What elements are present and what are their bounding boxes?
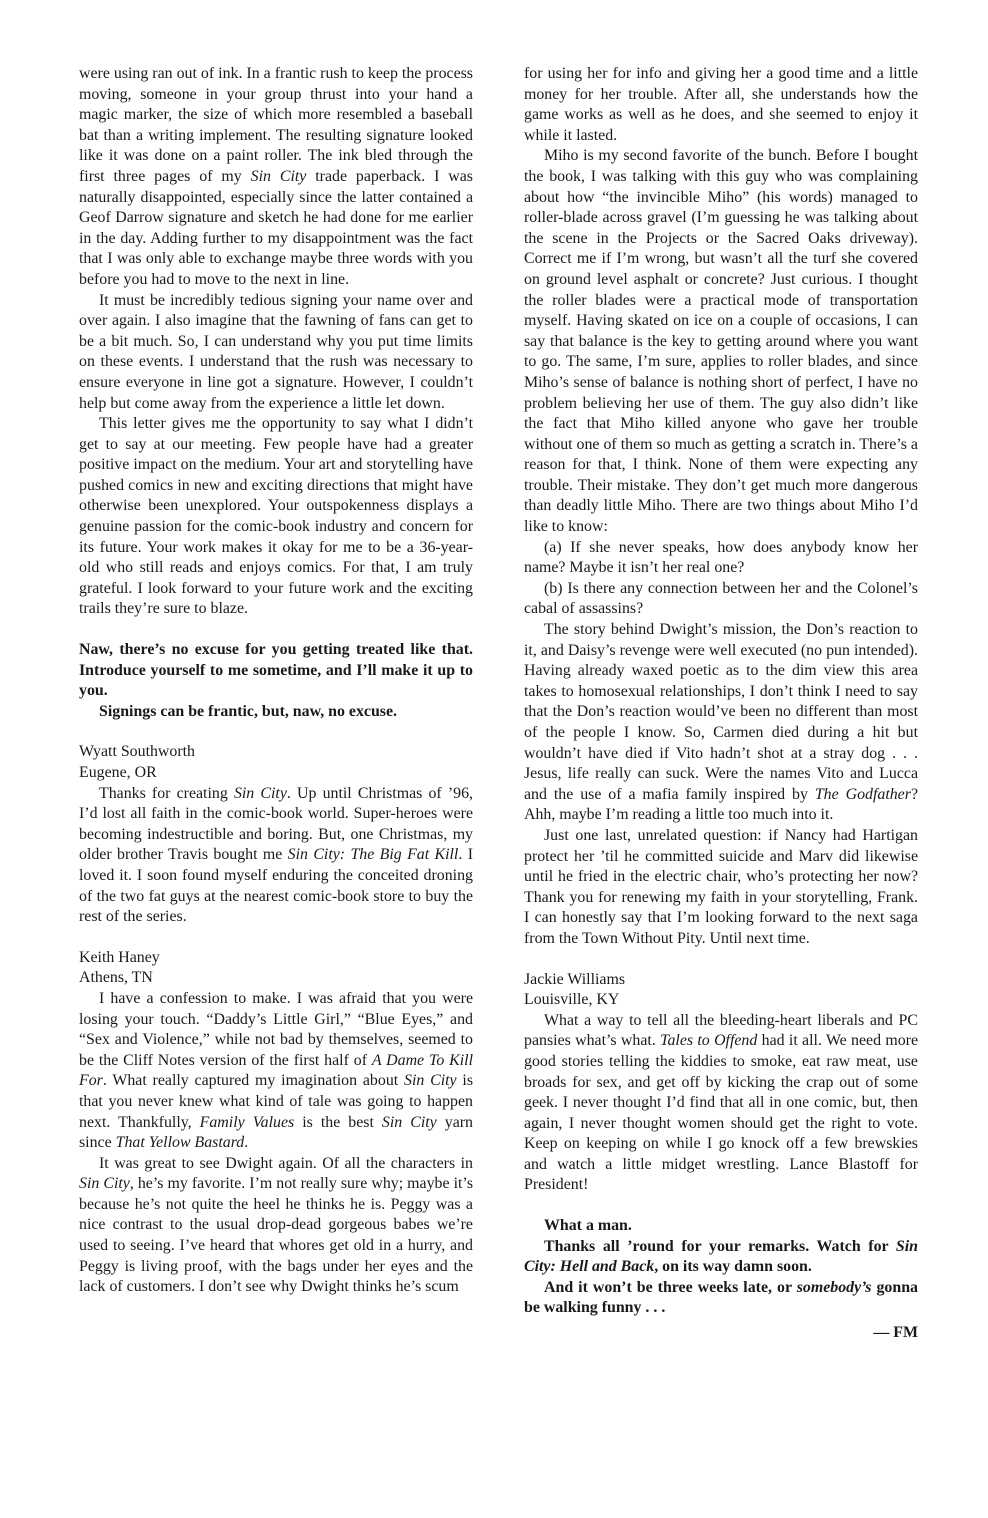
letter-author-location: Louisville, KY: [524, 991, 620, 1009]
letter-paragraph: I have a confession to make. I was afraid that you were losing your touch. “Daddy’s Little Girl,” “Blue Eyes,” and “Sex and Violence,” while not bad by themselves, seemed to be the Cliff Notes version of the first half of A Dame To Kill For. What really captured my imagination about Sin City is that you never knew what kind of tale was going to happen next. Thankfully, Family Values is the best Sin City yarn since That Yellow Bastard.: [79, 989, 474, 1152]
letter-paragraph: This letter gives me the opportunity to say what I didn’t get to say at our meeting. Few people have had a greater positive impact on the medium. Your art and storytelling have pushed comics in new and exciting directions that might have otherwise been unexplored. Your outspokenness displays a genuine passion for the comic-book industry and concern for its future. Your work makes it okay for me to be a 36-year-old who still reads and enjoys comics. For that, I am truly grateful. I look forward to your future work and the exciting trails they’re sure to blaze.: [79, 415, 473, 618]
letter-question: (a) If she never speaks, how does anybody know her name? Maybe it isn’t her real one?: [524, 538, 918, 577]
editor-response: Signings can be frantic, but, naw, no excuse.: [99, 702, 397, 720]
letter-author-name: Wyatt Southworth: [79, 743, 196, 761]
letter-author-location: Athens, TN: [79, 969, 153, 987]
right-column: [524, 64, 918, 1344]
letter-paragraph: The story behind Dwight’s mission, the Don’s reaction to it, and Daisy’s revenge were well executed (no pun intended). Having already waxed poetic as to the dim view this area takes to homosexual relationships, I don’t think I need to say that the Don’s reaction would’ve been no different than most of the people I know. So, Carmen died during a hit but wouldn’t have died if Vito hadn’t shot at a stray dog . . . Jesus, life really can suck. Were the names Vito and Lucca and the use of a mafia family inspired by The Godfather? Ahh, maybe I’m reading a little too much into it.: [524, 621, 918, 824]
editor-response: Naw, there’s no excuse for you getting treated like that. Introduce yourself to me sometime, and I’ll make it up to you.: [79, 641, 473, 700]
letter-author-location: Eugene, OR: [79, 764, 157, 781]
letter-question: (b) Is there any connection between her and the Colonel’s cabal of assassins?: [524, 579, 918, 618]
letter-author-name: Keith Haney: [79, 948, 160, 966]
letter-paragraph: Miho is my second favorite of the bunch. Before I bought the book, I was talking with this guy who was complaining about how “the invincible Miho” (his words) managed to roller-blade across gravel (I’m guessing he was talking about the scene in the Projects or the Sacred Oaks driveway). Correct me if I’m wrong, but wasn’t all the turf she covered on ground level asphalt or concrete? Just curious. I thought the roller blades were a practical mode of transportation myself. Having skated on ice on a couple of occasions, I can say that balance is the key to getting around where you want to go. The same, I’m sure, applies to roller blades, and since Miho’s sense of balance is nothing short of perfect, I have no problem believing her use of them. The guy also didn’t like the fact that Miho killed anyone who gave her trouble without one of them so much as getting a scratch in. There’s a reason for that, I think. None of them were expecting any trouble. Their mistake. They don’t get much more dangerous than deadly little Miho. There are two things about Miho I’d like to know:: [524, 147, 918, 536]
letter-continued-paragraph: were using ran out of ink. In a frantic rush to keep the process moving, someone in your group thrust into your hand a magic marker, the size of which more resembled a baseball bat than a writing implement. The resulting signature looked like it was done on a paint roller. The ink bled through the first three pages of my Sin City trade paperback. I was naturally disappointed, especially since the latter contained a Geof Darrow signature and sketch he had done for me earlier in the day. Adding further to my disappointment was the fact that I was only able to exchange maybe three words with you before you had to move to the next in line.: [79, 65, 473, 288]
left-column: [79, 64, 473, 1298]
editor-response: What a man.: [544, 1217, 632, 1235]
editor-signoff: — FM: [873, 1324, 918, 1342]
letter-paragraph: It must be incredibly tedious signing your name over and over again. I also imagine that the fawning of fans can get to be a bit much. So, I can understand why you put time limits on these events. I understand that the rush was necessary to ensure everyone in line got a signature. However, I couldn’t help but come away from the experience a little let down.: [79, 291, 473, 412]
letter-paragraph: It was great to see Dwight again. Of all the characters in Sin City, he’s my favorite. I’m not really sure why; maybe it’s because he’s not quite the heel he thinks he is. Peggy was a nice contrast to the usual drop-dead gorgeous babes we’re used to seeing. I’ve heard that whores get old in a hurry, and Peggy is living proof, with the bags under her eyes and the lack of customers. I don’t see why Dwight thinks he’s scum: [79, 1154, 474, 1296]
letter-paragraph: Just one last, unrelated question: if Nancy had Hartigan protect her ’til he committed suicide and Marv did likewise until he fried in the electric chair, who’s protecting her now? Thank you for renewing my faith in your storytelling, Frank. I can honestly say that I’m looking forward to the next saga from the Town Without Pity. Until next time.: [524, 826, 918, 947]
editor-response: Thanks all ’round for your remarks. Watch for Sin City: Hell and Back, on its way damn soon.: [524, 1237, 918, 1276]
letter-continued-paragraph: for using her for info and giving her a good time and a little money for her trouble. After all, she understands how the game works as well as he does, and she seemed to enjoy it while it lasted.: [524, 65, 918, 144]
editor-response: And it won’t be three weeks late, or somebody’s gonna be walking funny . . .: [524, 1278, 918, 1317]
letter-paragraph: What a way to tell all the bleeding-heart liberals and PC pansies what’s what. Tales to Offend had it all. We need more good stories telling the kiddies to smoke, eat raw meat, use broads for sex, and get off by kicking the crap out of some geek. I never thought I’d find that all in one comic, but, then again, I never thought women should get the right to vote. Keep on keeping on while I go knock off a few brewskies and watch a little midget wrestling. Lance Blastoff for President!: [524, 1011, 919, 1194]
letter-author-name: Jackie Williams: [524, 970, 626, 988]
letter-paragraph: Thanks for creating Sin City. Up until Christmas of ’96, I’d lost all faith in the comic-book world. Super-heroes were becoming indestructible and boring. But, one Christmas, my older brother Travis bought me Sin City: The Big Fat Kill. I loved it. I soon found myself enduring the conceited droning of the two fat guys at the nearest comic-book store to buy the rest of the series.: [79, 784, 473, 926]
